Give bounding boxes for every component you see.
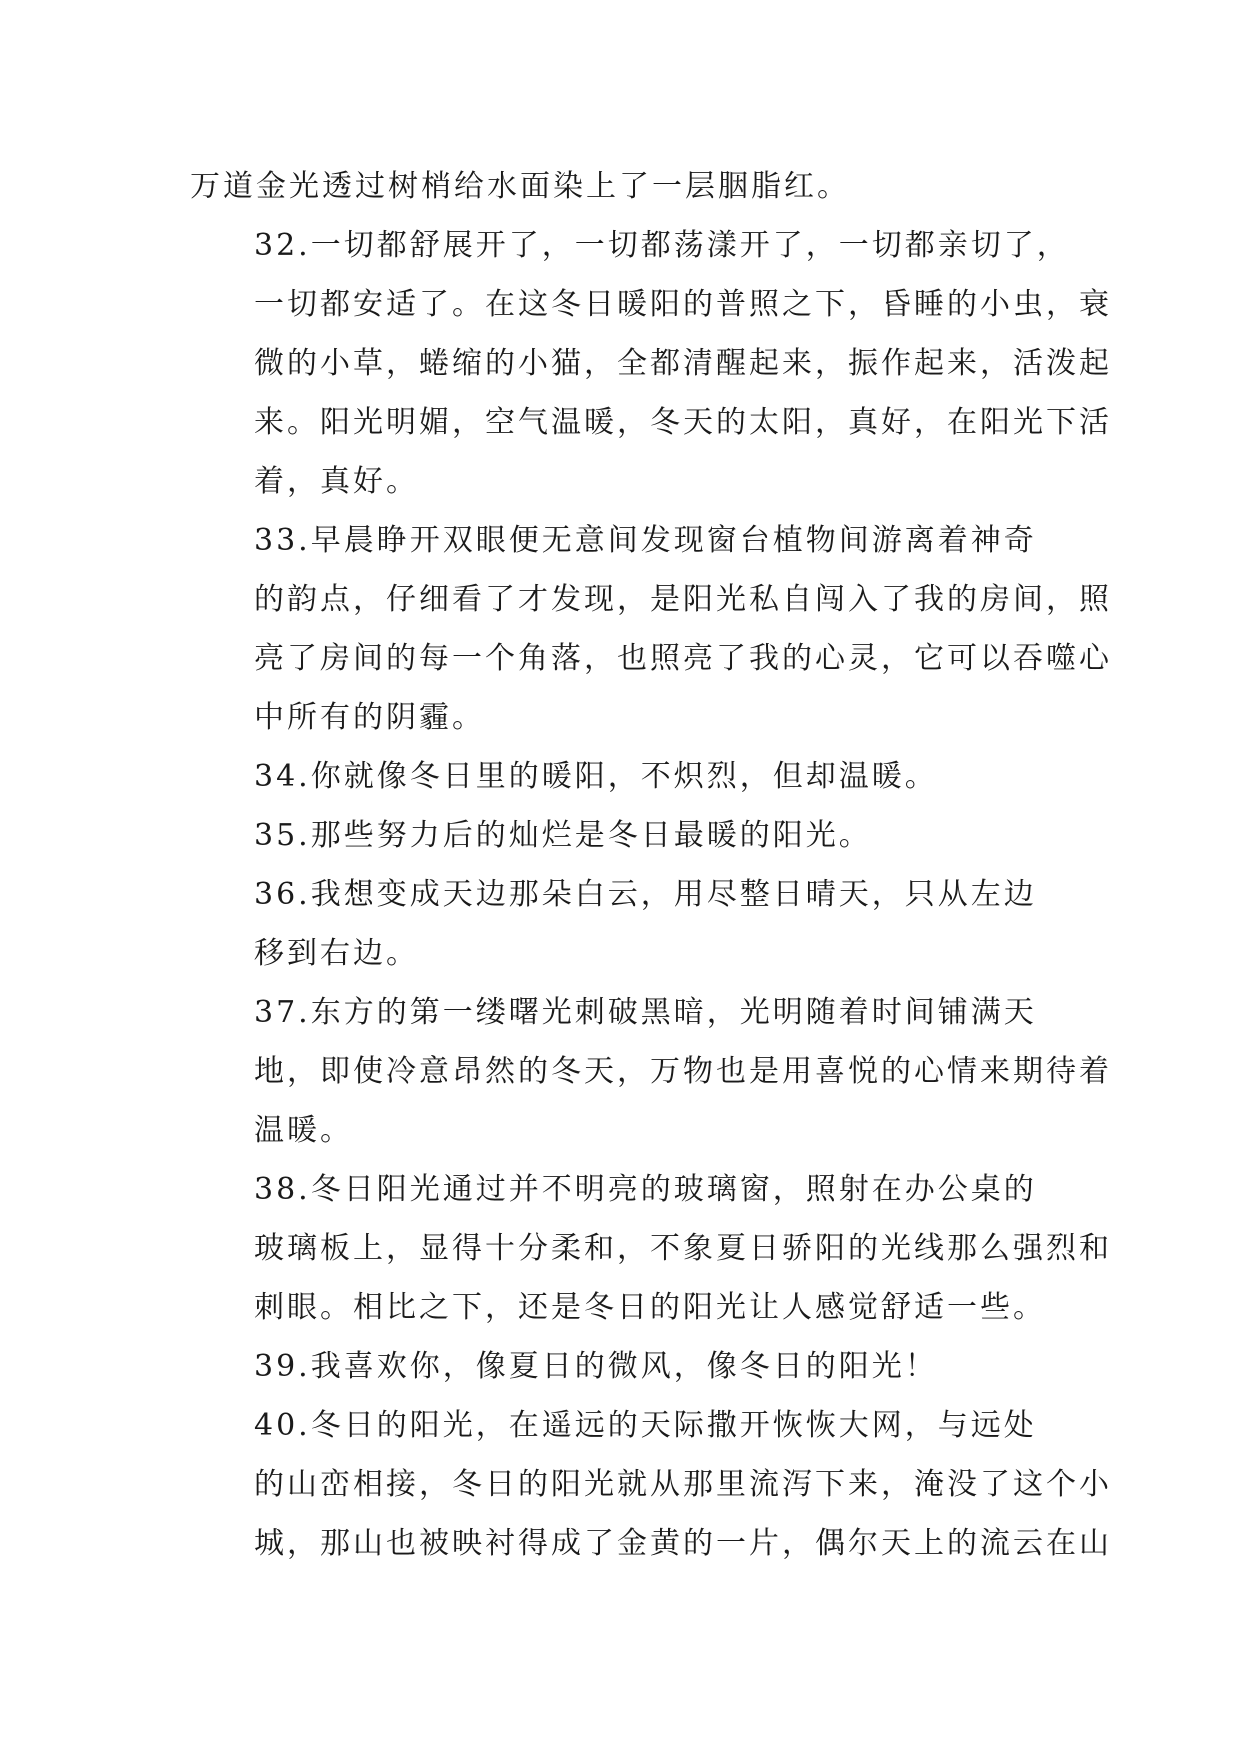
text-line: 微的小草，蜷缩的小猫，全都清醒起来，振作起来，活泼起 xyxy=(254,346,1112,381)
text-line: 32.一切都舒展开了，一切都荡漾开了，一切都亲切了， xyxy=(254,228,1070,263)
text-line: 的韵点，仔细看了才发现，是阳光私自闯入了我的房间，照 xyxy=(254,582,1112,617)
text-line: 34.你就像冬日里的暖阳，不炽烈，但却温暖。 xyxy=(254,759,938,794)
text-line: 33.早晨睁开双眼便无意间发现窗台植物间游离着神奇 xyxy=(254,523,1037,558)
paragraph xyxy=(190,1396,1112,1573)
document-page xyxy=(190,157,1112,1573)
paragraph xyxy=(190,747,1060,806)
text-line: 中所有的阴霾。 xyxy=(254,700,485,735)
text-line: 城，那山也被映衬得成了金黄的一片，偶尔天上的流云在山 xyxy=(254,1526,1112,1561)
paragraph xyxy=(190,216,1112,511)
text-line: 39.我喜欢你，像夏日的微风，像冬日的阳光！ xyxy=(254,1349,938,1384)
text-line: 的山峦相接，冬日的阳光就从那里流泻下来，淹没了这个小 xyxy=(254,1467,1112,1502)
text-line: 亮了房间的每一个角落，也照亮了我的心灵，它可以吞噬心 xyxy=(254,641,1112,676)
text-line: 万道金光透过树梢给水面染上了一层胭脂红。 xyxy=(190,169,850,204)
paragraph xyxy=(190,1337,1060,1396)
text-line: 38.冬日阳光通过并不明亮的玻璃窗，照射在办公桌的 xyxy=(254,1172,1037,1207)
text-line: 一切都安适了。在这冬日暖阳的普照之下，昏睡的小虫，衰 xyxy=(254,287,1112,322)
paragraph xyxy=(190,983,1112,1160)
paragraph xyxy=(190,806,1060,865)
text-line: 移到右边。 xyxy=(254,936,419,971)
text-line: 37.东方的第一缕曙光刺破黑暗，光明随着时间铺满天 xyxy=(254,995,1037,1030)
text-line: 40.冬日的阳光，在遥远的天际撒开恢恢大网，与远处 xyxy=(254,1408,1037,1443)
text-line: 36.我想变成天边那朵白云，用尽整日晴天，只从左边 xyxy=(254,877,1037,912)
text-line: 35.那些努力后的灿烂是冬日最暖的阳光。 xyxy=(254,818,872,853)
text-line: 来。阳光明媚，空气温暖，冬天的太阳，真好，在阳光下活 xyxy=(254,405,1112,440)
paragraph xyxy=(190,157,1060,216)
text-line: 玻璃板上，显得十分柔和，不象夏日骄阳的光线那么强烈和 xyxy=(254,1231,1112,1266)
paragraph xyxy=(190,1160,1112,1337)
text-line: 着，真好。 xyxy=(254,464,419,499)
paragraph xyxy=(190,865,1060,983)
text-line: 刺眼。相比之下，还是冬日的阳光让人感觉舒适一些。 xyxy=(254,1290,1046,1325)
text-line: 温暖。 xyxy=(254,1113,353,1148)
text-line: 地，即使冷意昂然的冬天，万物也是用喜悦的心情来期待着 xyxy=(254,1054,1112,1089)
paragraph xyxy=(190,511,1112,747)
